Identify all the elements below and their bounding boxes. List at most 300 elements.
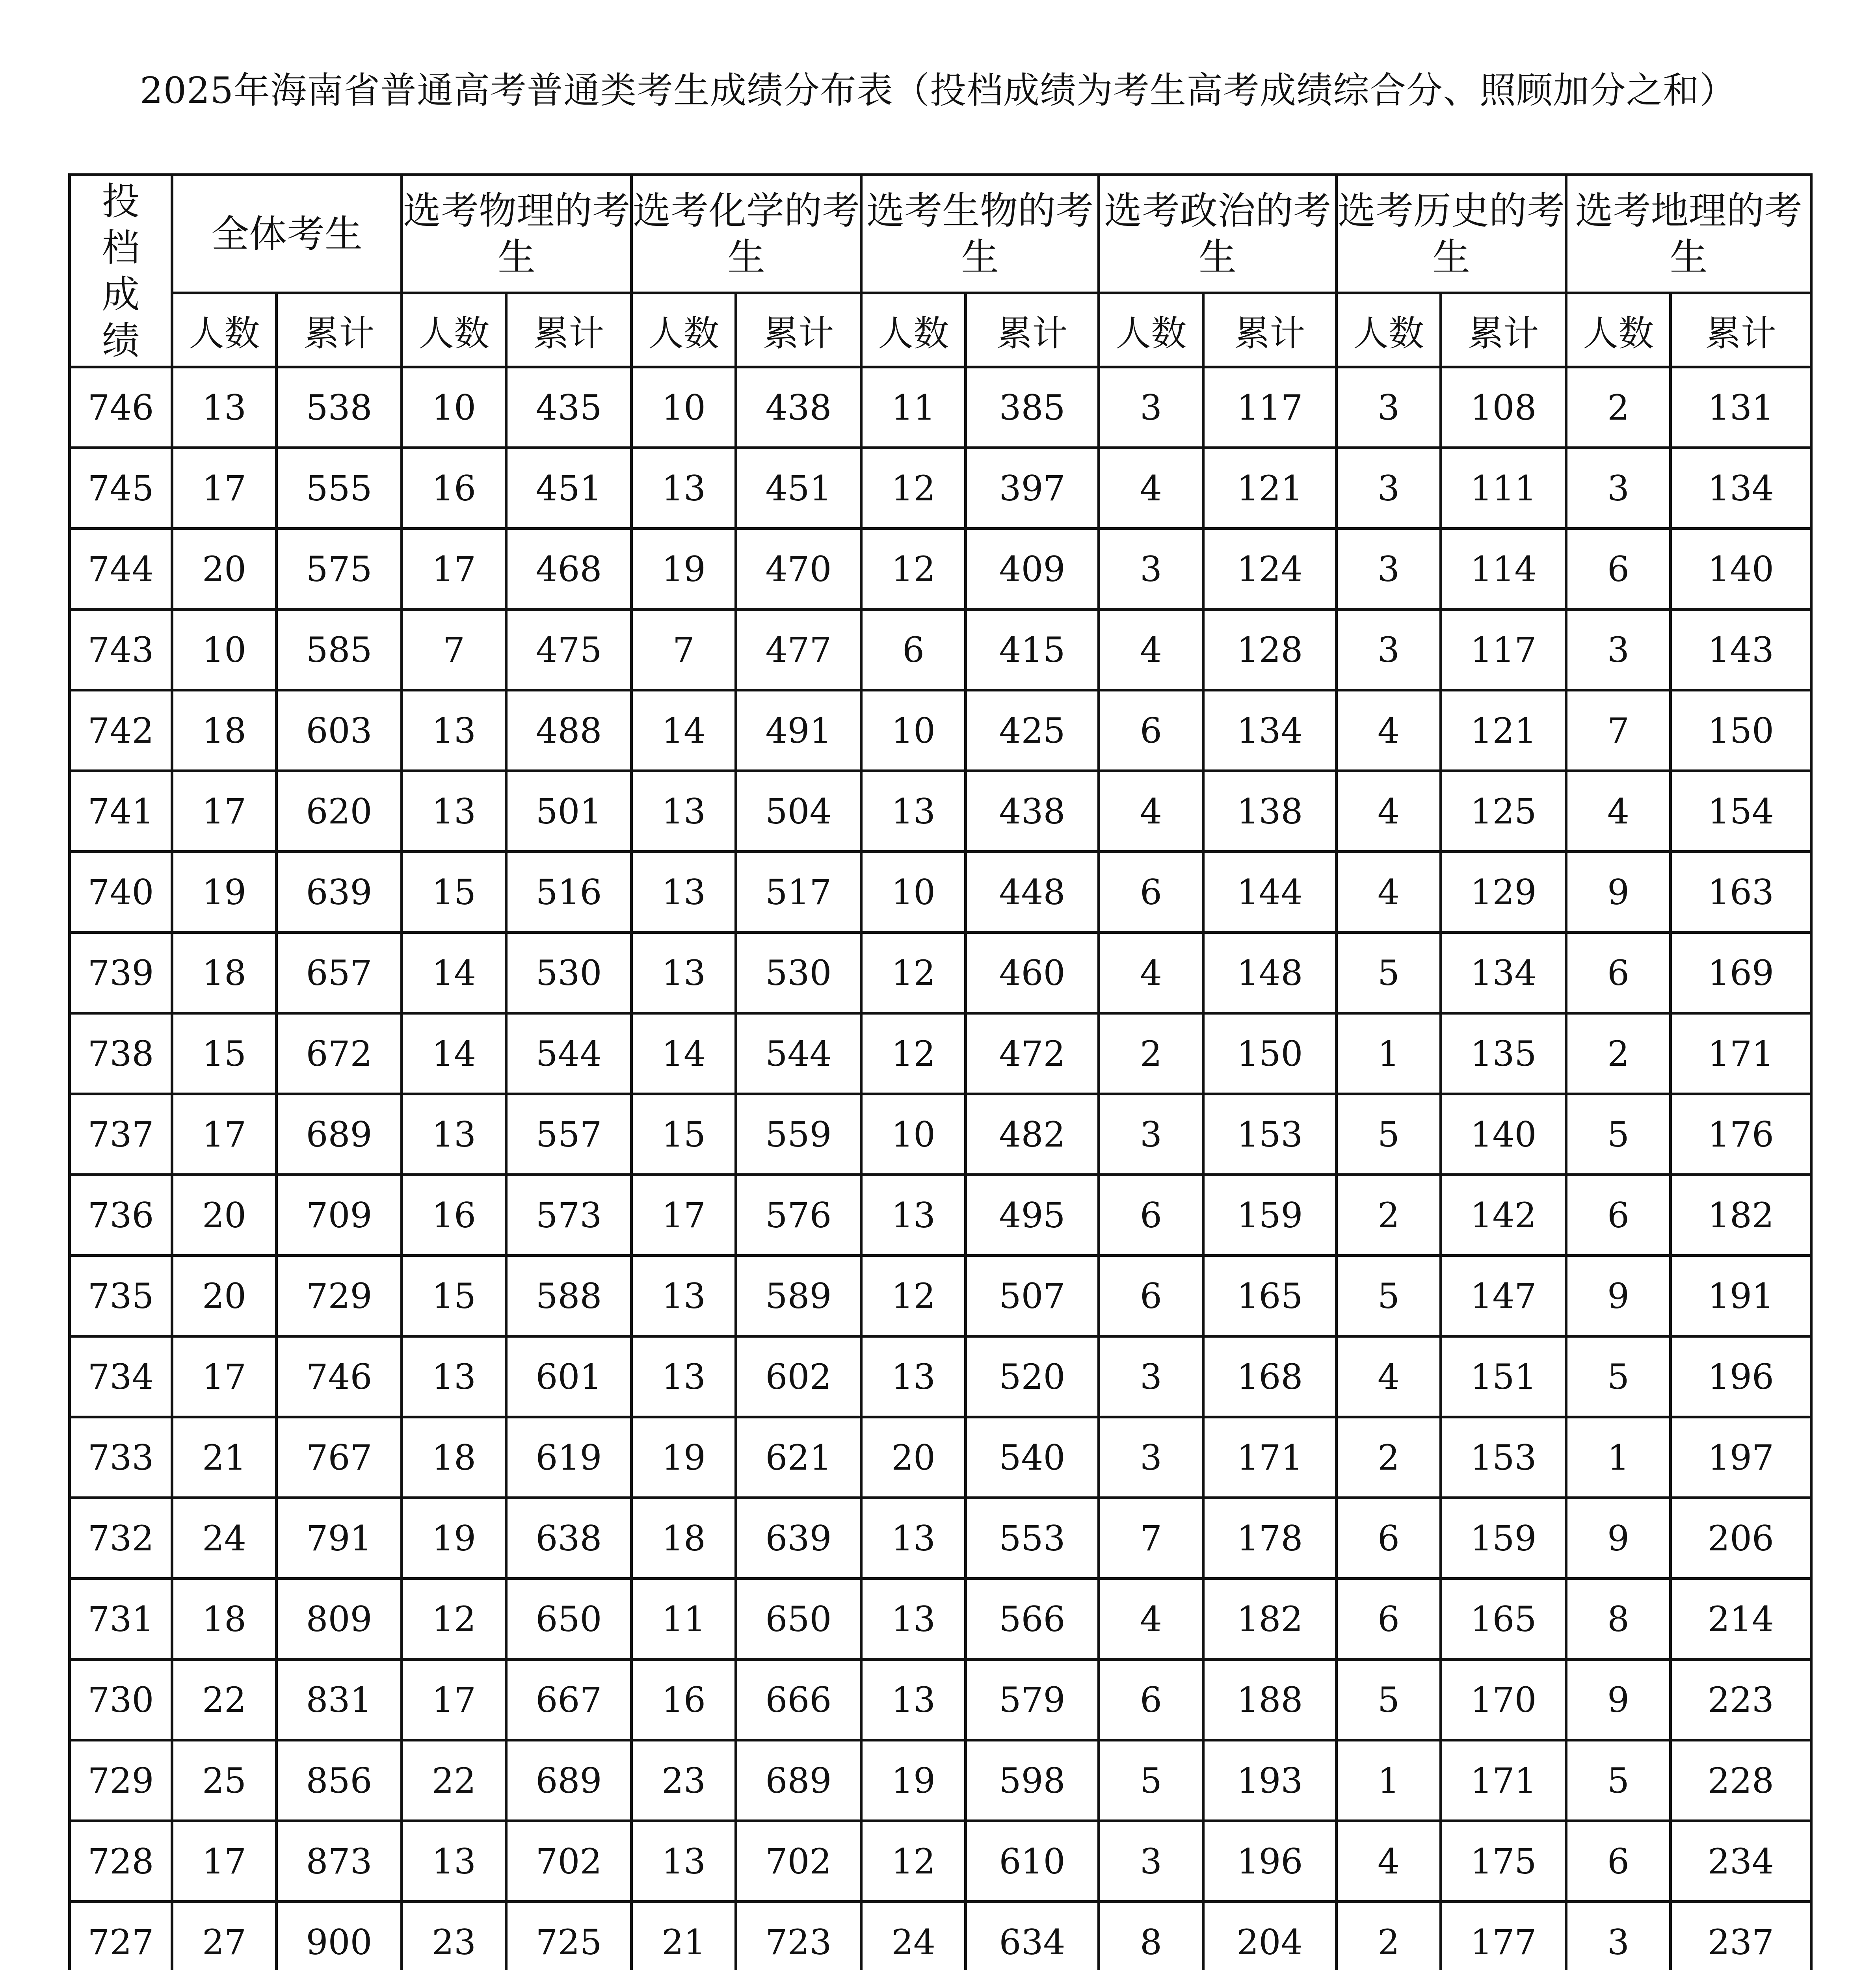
count-cell: 3 [1566, 1902, 1671, 1970]
score-cell: 745 [70, 448, 172, 529]
table-row [70, 852, 1811, 933]
table-row [70, 1094, 1811, 1175]
count-cell: 3 [1099, 1417, 1203, 1498]
count-cell: 17 [172, 1094, 277, 1175]
score-cell: 739 [70, 933, 172, 1013]
count-cell: 17 [402, 1660, 506, 1740]
count-cell: 14 [402, 1013, 506, 1094]
cumulative-cell: 672 [277, 1013, 402, 1094]
cumulative-cell: 610 [966, 1821, 1099, 1902]
document-title: 2025年海南省普通高考普通类考生成绩分布表（投档成绩为考生高考成绩综合分、照顾加分之和） [139, 69, 1737, 112]
cumulative-cell: 579 [966, 1660, 1099, 1740]
cumulative-cell: 472 [966, 1013, 1099, 1094]
count-cell: 13 [632, 448, 736, 529]
cumulative-cell: 873 [277, 1821, 402, 1902]
count-cell: 7 [1566, 690, 1671, 771]
cumulative-cell: 470 [736, 529, 861, 610]
score-cell: 728 [70, 1821, 172, 1902]
cumulative-cell: 544 [736, 1013, 861, 1094]
table-row [70, 690, 1811, 771]
score-cell: 742 [70, 690, 172, 771]
count-cell: 3 [1099, 1094, 1203, 1175]
count-cell: 13 [861, 1579, 966, 1660]
cumulative-header: 累计 [1203, 293, 1337, 367]
cumulative-cell: 517 [736, 852, 861, 933]
count-cell: 13 [402, 1094, 506, 1175]
cumulative-cell: 544 [506, 1013, 632, 1094]
cumulative-cell: 856 [277, 1740, 402, 1821]
count-cell: 13 [861, 1336, 966, 1417]
table-row [70, 1740, 1811, 1821]
cumulative-cell: 108 [1441, 367, 1566, 448]
cumulative-cell: 650 [736, 1579, 861, 1660]
score-cell: 730 [70, 1660, 172, 1740]
count-cell: 5 [1337, 1660, 1441, 1740]
cumulative-cell: 588 [506, 1256, 632, 1336]
count-cell: 21 [632, 1902, 736, 1970]
table-row [70, 1660, 1811, 1740]
cumulative-cell: 125 [1441, 771, 1566, 852]
cumulative-cell: 143 [1671, 610, 1811, 690]
cumulative-cell: 638 [506, 1498, 632, 1579]
count-cell: 10 [861, 852, 966, 933]
cumulative-cell: 639 [277, 852, 402, 933]
count-cell: 14 [632, 1013, 736, 1094]
cumulative-cell: 451 [736, 448, 861, 529]
cumulative-cell: 144 [1203, 852, 1337, 933]
count-cell: 17 [172, 1336, 277, 1417]
cumulative-cell: 504 [736, 771, 861, 852]
cumulative-cell: 530 [506, 933, 632, 1013]
count-cell: 23 [402, 1902, 506, 1970]
count-cell: 2 [1566, 1013, 1671, 1094]
cumulative-cell: 175 [1441, 1821, 1566, 1902]
cumulative-cell: 501 [506, 771, 632, 852]
score-cell: 734 [70, 1336, 172, 1417]
score-cell: 740 [70, 852, 172, 933]
count-cell: 19 [632, 529, 736, 610]
count-cell: 9 [1566, 1498, 1671, 1579]
score-cell: 732 [70, 1498, 172, 1579]
count-cell: 27 [172, 1902, 277, 1970]
count-header: 人数 [1099, 293, 1203, 367]
count-cell: 13 [861, 771, 966, 852]
count-cell: 15 [402, 1256, 506, 1336]
cumulative-cell: 140 [1671, 529, 1811, 610]
table-row [70, 771, 1811, 852]
cumulative-cell: 117 [1203, 367, 1337, 448]
cumulative-cell: 530 [736, 933, 861, 1013]
score-cell: 733 [70, 1417, 172, 1498]
count-cell: 12 [861, 448, 966, 529]
count-cell: 4 [1337, 771, 1441, 852]
count-cell: 19 [172, 852, 277, 933]
count-cell: 5 [1566, 1740, 1671, 1821]
cumulative-cell: 516 [506, 852, 632, 933]
cumulative-cell: 196 [1203, 1821, 1337, 1902]
cumulative-cell: 460 [966, 933, 1099, 1013]
count-header: 人数 [172, 293, 277, 367]
cumulative-header: 累计 [1441, 293, 1566, 367]
cumulative-cell: 475 [506, 610, 632, 690]
count-cell: 13 [632, 771, 736, 852]
cumulative-cell: 197 [1671, 1417, 1811, 1498]
count-cell: 3 [1337, 367, 1441, 448]
count-cell: 6 [1566, 933, 1671, 1013]
cumulative-cell: 170 [1441, 1660, 1566, 1740]
count-cell: 3 [1566, 448, 1671, 529]
group-header-1: 全体考生 [172, 175, 402, 293]
count-cell: 5 [1337, 933, 1441, 1013]
cumulative-cell: 791 [277, 1498, 402, 1579]
cumulative-cell: 689 [736, 1740, 861, 1821]
cumulative-cell: 657 [277, 933, 402, 1013]
cumulative-cell: 576 [736, 1175, 861, 1256]
count-cell: 2 [1337, 1175, 1441, 1256]
count-cell: 14 [402, 933, 506, 1013]
group-header-5: 选考政治的考生 [1099, 175, 1337, 293]
cumulative-cell: 121 [1441, 690, 1566, 771]
table-row [70, 367, 1811, 448]
count-cell: 3 [1099, 367, 1203, 448]
score-cell: 738 [70, 1013, 172, 1094]
cumulative-cell: 196 [1671, 1336, 1811, 1417]
cumulative-cell: 153 [1441, 1417, 1566, 1498]
count-cell: 21 [172, 1417, 277, 1498]
cumulative-cell: 520 [966, 1336, 1099, 1417]
count-cell: 11 [632, 1579, 736, 1660]
cumulative-cell: 495 [966, 1175, 1099, 1256]
count-cell: 5 [1566, 1336, 1671, 1417]
table-row [70, 610, 1811, 690]
cumulative-cell: 477 [736, 610, 861, 690]
count-cell: 6 [1099, 1660, 1203, 1740]
count-cell: 13 [402, 771, 506, 852]
count-cell: 6 [1099, 690, 1203, 771]
cumulative-cell: 650 [506, 1579, 632, 1660]
count-cell: 7 [632, 610, 736, 690]
cumulative-cell: 602 [736, 1336, 861, 1417]
cumulative-cell: 171 [1671, 1013, 1811, 1094]
count-cell: 3 [1099, 1821, 1203, 1902]
cumulative-cell: 169 [1671, 933, 1811, 1013]
cumulative-cell: 204 [1203, 1902, 1337, 1970]
cumulative-cell: 438 [966, 771, 1099, 852]
count-cell: 4 [1337, 1336, 1441, 1417]
cumulative-cell: 228 [1671, 1740, 1811, 1821]
count-cell: 25 [172, 1740, 277, 1821]
cumulative-cell: 639 [736, 1498, 861, 1579]
cumulative-cell: 601 [506, 1336, 632, 1417]
count-cell: 19 [402, 1498, 506, 1579]
count-cell: 6 [1566, 1175, 1671, 1256]
count-cell: 9 [1566, 852, 1671, 933]
count-cell: 15 [172, 1013, 277, 1094]
group-header-4: 选考生物的考生 [861, 175, 1099, 293]
score-distribution-table [68, 173, 1813, 1970]
score-cell: 746 [70, 367, 172, 448]
count-cell: 12 [861, 529, 966, 610]
count-cell: 17 [172, 448, 277, 529]
table-row [70, 1175, 1811, 1256]
count-cell: 5 [1337, 1094, 1441, 1175]
count-cell: 3 [1566, 610, 1671, 690]
count-cell: 1 [1566, 1417, 1671, 1498]
count-cell: 13 [632, 1336, 736, 1417]
count-cell: 12 [861, 933, 966, 1013]
count-cell: 2 [1566, 367, 1671, 448]
cumulative-cell: 397 [966, 448, 1099, 529]
count-cell: 13 [632, 1256, 736, 1336]
score-cell: 741 [70, 771, 172, 852]
count-cell: 16 [402, 1175, 506, 1256]
cumulative-cell: 557 [506, 1094, 632, 1175]
count-cell: 6 [1566, 529, 1671, 610]
score-cell: 735 [70, 1256, 172, 1336]
count-header: 人数 [861, 293, 966, 367]
cumulative-cell: 491 [736, 690, 861, 771]
cumulative-cell: 128 [1203, 610, 1337, 690]
table-row [70, 1336, 1811, 1417]
cumulative-cell: 177 [1441, 1902, 1566, 1970]
count-cell: 8 [1566, 1579, 1671, 1660]
count-cell: 13 [632, 933, 736, 1013]
cumulative-cell: 153 [1203, 1094, 1337, 1175]
cumulative-cell: 425 [966, 690, 1099, 771]
count-cell: 3 [1099, 1336, 1203, 1417]
count-cell: 13 [402, 1821, 506, 1902]
count-cell: 20 [861, 1417, 966, 1498]
group-header-2: 选考物理的考生 [402, 175, 632, 293]
count-cell: 13 [172, 367, 277, 448]
count-cell: 10 [861, 690, 966, 771]
cumulative-cell: 191 [1671, 1256, 1811, 1336]
cumulative-cell: 553 [966, 1498, 1099, 1579]
count-cell: 1 [1337, 1740, 1441, 1821]
score-column-header [70, 175, 172, 367]
count-cell: 10 [632, 367, 736, 448]
group-header-row [70, 175, 1811, 293]
cumulative-cell: 634 [966, 1902, 1099, 1970]
count-cell: 12 [861, 1013, 966, 1094]
count-cell: 2 [1099, 1013, 1203, 1094]
count-cell: 12 [861, 1256, 966, 1336]
count-cell: 8 [1099, 1902, 1203, 1970]
score-cell: 744 [70, 529, 172, 610]
cumulative-cell: 385 [966, 367, 1099, 448]
count-cell: 12 [861, 1821, 966, 1902]
cumulative-cell: 689 [506, 1740, 632, 1821]
count-cell: 18 [172, 933, 277, 1013]
count-cell: 15 [632, 1094, 736, 1175]
count-cell: 19 [861, 1740, 966, 1821]
table-row [70, 1579, 1811, 1660]
count-cell: 20 [172, 1175, 277, 1256]
sub-header-row [70, 293, 1811, 367]
count-cell: 9 [1566, 1256, 1671, 1336]
count-header: 人数 [1337, 293, 1441, 367]
cumulative-cell: 114 [1441, 529, 1566, 610]
cumulative-cell: 111 [1441, 448, 1566, 529]
cumulative-cell: 148 [1203, 933, 1337, 1013]
count-cell: 4 [1337, 852, 1441, 933]
cumulative-cell: 667 [506, 1660, 632, 1740]
count-cell: 4 [1337, 1821, 1441, 1902]
cumulative-cell: 468 [506, 529, 632, 610]
count-cell: 2 [1337, 1417, 1441, 1498]
cumulative-header: 累计 [277, 293, 402, 367]
cumulative-cell: 176 [1671, 1094, 1811, 1175]
count-cell: 3 [1337, 448, 1441, 529]
count-cell: 18 [172, 1579, 277, 1660]
cumulative-cell: 702 [506, 1821, 632, 1902]
cumulative-cell: 134 [1441, 933, 1566, 1013]
cumulative-cell: 725 [506, 1902, 632, 1970]
count-cell: 13 [861, 1660, 966, 1740]
score-header-label: 投档成绩 [102, 179, 140, 363]
count-cell: 3 [1099, 529, 1203, 610]
count-cell: 6 [1099, 1175, 1203, 1256]
count-header: 人数 [1566, 293, 1671, 367]
cumulative-cell: 767 [277, 1417, 402, 1498]
cumulative-cell: 178 [1203, 1498, 1337, 1579]
cumulative-cell: 165 [1441, 1579, 1566, 1660]
cumulative-cell: 603 [277, 690, 402, 771]
count-cell: 17 [172, 771, 277, 852]
count-cell: 10 [402, 367, 506, 448]
cumulative-cell: 206 [1671, 1498, 1811, 1579]
cumulative-cell: 559 [736, 1094, 861, 1175]
cumulative-cell: 702 [736, 1821, 861, 1902]
score-cell: 737 [70, 1094, 172, 1175]
cumulative-cell: 438 [736, 367, 861, 448]
count-cell: 18 [632, 1498, 736, 1579]
cumulative-cell: 154 [1671, 771, 1811, 852]
score-cell: 727 [70, 1902, 172, 1970]
cumulative-cell: 621 [736, 1417, 861, 1498]
cumulative-cell: 124 [1203, 529, 1337, 610]
count-cell: 4 [1099, 771, 1203, 852]
count-cell: 18 [402, 1417, 506, 1498]
count-header: 人数 [632, 293, 736, 367]
count-cell: 4 [1566, 771, 1671, 852]
group-header-7: 选考地理的考生 [1566, 175, 1811, 293]
count-cell: 7 [402, 610, 506, 690]
table-body [70, 367, 1811, 1970]
group-header-3: 选考化学的考生 [632, 175, 861, 293]
cumulative-cell: 575 [277, 529, 402, 610]
cumulative-cell: 140 [1441, 1094, 1566, 1175]
count-cell: 13 [861, 1175, 966, 1256]
cumulative-cell: 135 [1441, 1013, 1566, 1094]
count-cell: 4 [1099, 610, 1203, 690]
table-row [70, 933, 1811, 1013]
count-cell: 15 [402, 852, 506, 933]
cumulative-cell: 566 [966, 1579, 1099, 1660]
cumulative-cell: 540 [966, 1417, 1099, 1498]
cumulative-cell: 448 [966, 852, 1099, 933]
group-header-6: 选考历史的考生 [1337, 175, 1566, 293]
table-row [70, 1498, 1811, 1579]
cumulative-cell: 538 [277, 367, 402, 448]
cumulative-cell: 134 [1671, 448, 1811, 529]
cumulative-cell: 234 [1671, 1821, 1811, 1902]
cumulative-cell: 163 [1671, 852, 1811, 933]
count-cell: 6 [1337, 1579, 1441, 1660]
cumulative-cell: 134 [1203, 690, 1337, 771]
cumulative-cell: 620 [277, 771, 402, 852]
cumulative-cell: 171 [1203, 1417, 1337, 1498]
cumulative-cell: 171 [1441, 1740, 1566, 1821]
cumulative-cell: 129 [1441, 852, 1566, 933]
cumulative-cell: 214 [1671, 1579, 1811, 1660]
count-cell: 13 [861, 1498, 966, 1579]
count-cell: 3 [1337, 529, 1441, 610]
cumulative-header: 累计 [506, 293, 632, 367]
cumulative-cell: 507 [966, 1256, 1099, 1336]
count-cell: 12 [402, 1579, 506, 1660]
count-cell: 6 [1099, 1256, 1203, 1336]
cumulative-cell: 131 [1671, 367, 1811, 448]
cumulative-cell: 573 [506, 1175, 632, 1256]
table-row [70, 1013, 1811, 1094]
count-cell: 22 [172, 1660, 277, 1740]
count-cell: 14 [632, 690, 736, 771]
cumulative-cell: 117 [1441, 610, 1566, 690]
cumulative-cell: 150 [1203, 1013, 1337, 1094]
count-cell: 1 [1337, 1013, 1441, 1094]
cumulative-cell: 193 [1203, 1740, 1337, 1821]
cumulative-cell: 147 [1441, 1256, 1566, 1336]
count-cell: 17 [172, 1821, 277, 1902]
count-cell: 3 [1337, 610, 1441, 690]
cumulative-cell: 150 [1671, 690, 1811, 771]
table-row [70, 1902, 1811, 1970]
count-cell: 13 [632, 1821, 736, 1902]
count-cell: 13 [402, 1336, 506, 1417]
score-cell: 743 [70, 610, 172, 690]
cumulative-cell: 723 [736, 1902, 861, 1970]
cumulative-cell: 151 [1441, 1336, 1566, 1417]
cumulative-cell: 159 [1441, 1498, 1566, 1579]
cumulative-cell: 585 [277, 610, 402, 690]
count-cell: 13 [402, 690, 506, 771]
score-cell: 731 [70, 1579, 172, 1660]
cumulative-cell: 121 [1203, 448, 1337, 529]
cumulative-cell: 488 [506, 690, 632, 771]
cumulative-cell: 409 [966, 529, 1099, 610]
count-cell: 19 [632, 1417, 736, 1498]
cumulative-cell: 451 [506, 448, 632, 529]
count-cell: 4 [1099, 1579, 1203, 1660]
cumulative-cell: 165 [1203, 1256, 1337, 1336]
table-row [70, 529, 1811, 610]
cumulative-cell: 142 [1441, 1175, 1566, 1256]
count-cell: 23 [632, 1740, 736, 1821]
cumulative-cell: 482 [966, 1094, 1099, 1175]
cumulative-cell: 598 [966, 1740, 1099, 1821]
table-row [70, 1417, 1811, 1498]
cumulative-cell: 809 [277, 1579, 402, 1660]
cumulative-cell: 159 [1203, 1175, 1337, 1256]
table-row [70, 448, 1811, 529]
count-cell: 4 [1337, 690, 1441, 771]
cumulative-cell: 666 [736, 1660, 861, 1740]
cumulative-cell: 182 [1203, 1579, 1337, 1660]
cumulative-cell: 435 [506, 367, 632, 448]
count-cell: 9 [1566, 1660, 1671, 1740]
count-cell: 6 [1566, 1821, 1671, 1902]
